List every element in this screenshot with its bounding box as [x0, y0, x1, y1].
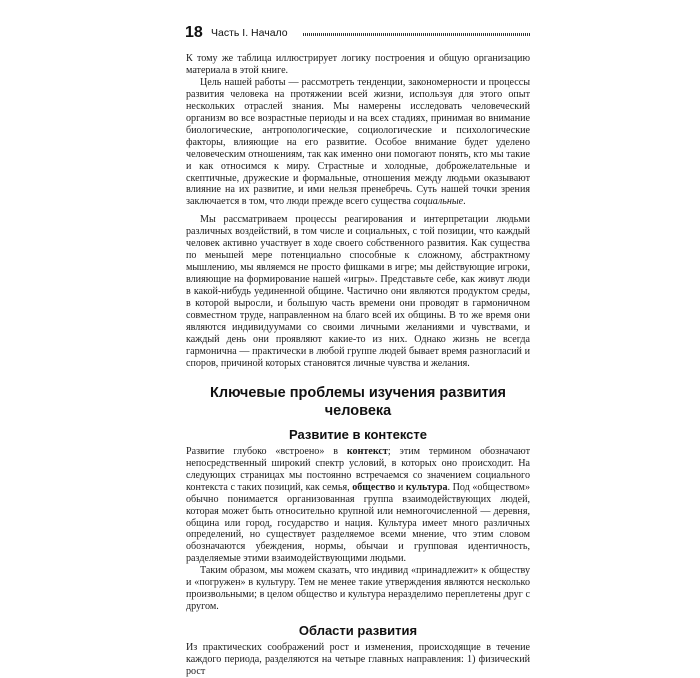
subsection-heading: Развитие в контексте	[288, 426, 428, 442]
header-rule	[303, 33, 530, 36]
paragraph: Цель нашей работы — рассмотреть тенденции, закономерности и процессы развития человека на протяжении всей жизни, используя для этого опыт нескольких отраслей знания. Мы намерены исследовать человеческий организм во все возрастные периоды и на всех стадиях, принимая во внимание биологические, антропологические, социологические и психологические факторы, влияющие на его развитие. Особое внимание будет уделено человеческим отношениям, так как именно они помогают понять, кто мы такие и как относимся к миру. Страстные и холодные, доброжелательные и скептичные, дружеские и формальные, отношения между людьми оказывают влияние на их развитие, и ими нельзя пренебречь. Суть нашей точки зрения заключается в том, что люди прежде всего существа социальные.	[186, 76, 530, 208]
paragraph: Таким образом, мы можем сказать, что индивид «принадлежит» к обществу и «погружен» в культуру. Тем не менее такие утверждения являются несколько произвольными; в целом общество и культура неразделимо переплетены друг с другом.	[186, 565, 530, 613]
page-number: 18	[185, 24, 203, 41]
page-body	[186, 53, 530, 678]
paragraph: Из практических соображений рост и изменения, происходящие в течение каждого периода, разделяются на четыре главных направления: 1) физический рост	[186, 642, 530, 678]
paragraph: К тому же таблица иллюстрирует логику построения и общую организацию материала в этой книге.	[186, 53, 530, 76]
section-heading: Ключевые проблемы изучения развития человека	[210, 384, 506, 419]
subsection-heading: Области развития	[298, 623, 418, 639]
paragraph: Мы рассматриваем процессы реагирования и интерпретации людьми различных воздействий, в том числе и социальных, с той позиции, что каждый человек активно участвует в ходе своего собственного развития. Как существа по меньшей мере потенциально способные к сложному, абстрактному мышлению, мы являемся не просто фишками в игре; мы действующие игроки, влияющие на формирование нашей «игры». Представьте себе, как живут люди в какой-нибудь уединенной общине. Частично они являются продуктом среды, в которой выросли, и большую часть времени они проводят в гармоничном совместном труде, направленном на благо всей их общины. В то же время они являются индивидуумами со своими личными желаниями и чувствами, и каждый день они проявляют какие-то из них. Однако жизнь не всегда гармонична — практически в любой группе людей бывает время разногласий и споров, причиной которых становятся личные чувства и желания.	[186, 214, 530, 369]
running-head: Часть I. Начало	[211, 27, 288, 39]
paragraph: Развитие глубоко «встроено» в контекст; этим термином обозначают непосредственный широкий спектр условий, в которых оно происходит. На следующих страницах мы постоянно встречаемся со значением социального контекста с таких позиций, как семья, общество и культура. Под «обществом» обычно понимается организованная группа взаимодействующих людей, которая может быть относительно крупной или немногочисленной — деревня, община или город, государство и нация. Культура имеет много различных определений, но существует разделяемое всеми мнение, что этим словом обозначаются убеждения, нормы, обычаи и групповая идентичность, разделяемые этими взаимодействующими людьми.	[186, 445, 530, 565]
page-header	[185, 24, 530, 46]
